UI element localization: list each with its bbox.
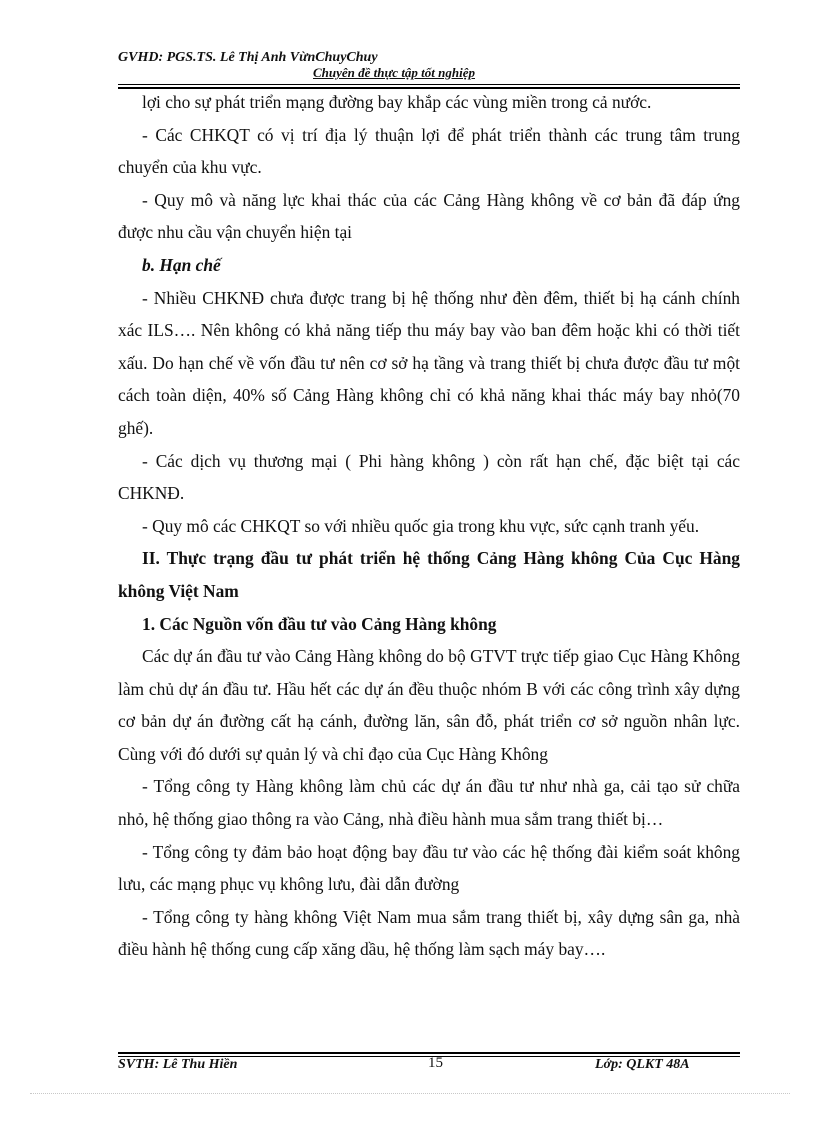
document-type-title: Chuyên đề thực tập tốt nghiệp <box>313 65 475 80</box>
paragraph-investment-projects: Các dự án đầu tư vào Cảng Hàng không do bộ GTVT trực tiếp giao Cục Hàng Không làm chủ dự án đầu tư. Hầu hết các dự án đều thuộc nhóm B với các công trình xây dựng cơ bản dự án đường cất hạ cánh, đường lăn, sân đỗ, phát triển cơ sở nguồn nhân lực. Cùng với đó dưới sự quản lý và chỉ đạo của Cục Hàng Không <box>118 646 740 764</box>
supervisor-line: GVHD: PGS.TS. Lê Thị Anh VừnChuyChuy <box>118 50 378 65</box>
page-body <box>118 86 740 966</box>
bullet-airline-corporation: - Tổng công ty Hàng không làm chủ các dự án đầu tư như nhà ga, cải tạo sử chữa nhỏ, hệ thống giao thông ra vào Cảng, nhà điều hành mua sắm trang thiết bị… <box>118 776 740 830</box>
bullet-flight-operations: - Tổng công ty đảm bảo hoạt động bay đầu tư vào các hệ thống đài kiểm soát không lưu, các mạng phục vụ không lưu, đài dẫn đường <box>118 841 740 895</box>
page-number: 15 <box>428 1055 443 1071</box>
bullet-equipment-limitation: - Nhiều CHKNĐ chưa được trang bị hệ thống như đèn đêm, thiết bị hạ cánh chính xác ILS…. Nên không có khả năng tiếp thu máy bay vào ban đêm hoặc khi có thời tiết xấu. Do hạn chế về vốn đầu tư nên cơ sở hạ tầng và trang thiết bị chưa được đầu tư một cách toàn diện, 40% số Cảng Hàng không chỉ có khả năng khai thác máy bay nhỏ(70 ghế). <box>118 287 740 438</box>
bullet-vietnam-airlines: - Tổng công ty hàng không Việt Nam mua sắm trang thiết bị, xây dựng sân ga, nhà điều hành hệ thống cung cấp xăng dầu, hệ thống làm sạch máy bay…. <box>118 906 740 960</box>
page-footer <box>118 1057 740 1075</box>
class-code: Lớp: QLKT 48A <box>595 1057 690 1072</box>
section-heading-limitations: b. Hạn chế <box>142 254 221 275</box>
page-header <box>118 50 740 80</box>
header-rule-thin <box>118 84 740 85</box>
bullet-commercial-services: - Các dịch vụ thương mại ( Phi hàng không ) còn rất hạn chế, đặc biệt tại các CHKNĐ. <box>118 450 740 504</box>
subsection-heading-1: 1. Các Nguồn vốn đầu tư vào Cảng Hàng không <box>142 613 497 634</box>
student-name: SVTH: Lê Thu Hiền <box>118 1057 238 1072</box>
bullet-capacity: - Quy mô và năng lực khai thác của các Cảng Hàng không về cơ bản đã đáp ứng được nhu cầu vận chuyển hiện tại <box>118 189 740 243</box>
footer-rule-thick <box>118 1052 740 1054</box>
page-bottom-divider <box>30 1093 790 1094</box>
bullet-scale-competitiveness: - Quy mô các CHKQT so với nhiều quốc gia trong khu vực, sức cạnh tranh yếu. <box>142 515 700 536</box>
paragraph-continuation: lợi cho sự phát triển mạng đường bay khắp các vùng miền trong cả nước. <box>142 92 652 112</box>
bullet-location-advantage: - Các CHKQT có vị trí địa lý thuận lợi để phát triển thành các trung tâm trung chuyển của khu vực. <box>118 124 740 178</box>
section-heading-ii: II. Thực trạng đầu tư phát triển hệ thống Cảng Hàng không Của Cục Hàng không Việt Nam <box>118 548 740 601</box>
